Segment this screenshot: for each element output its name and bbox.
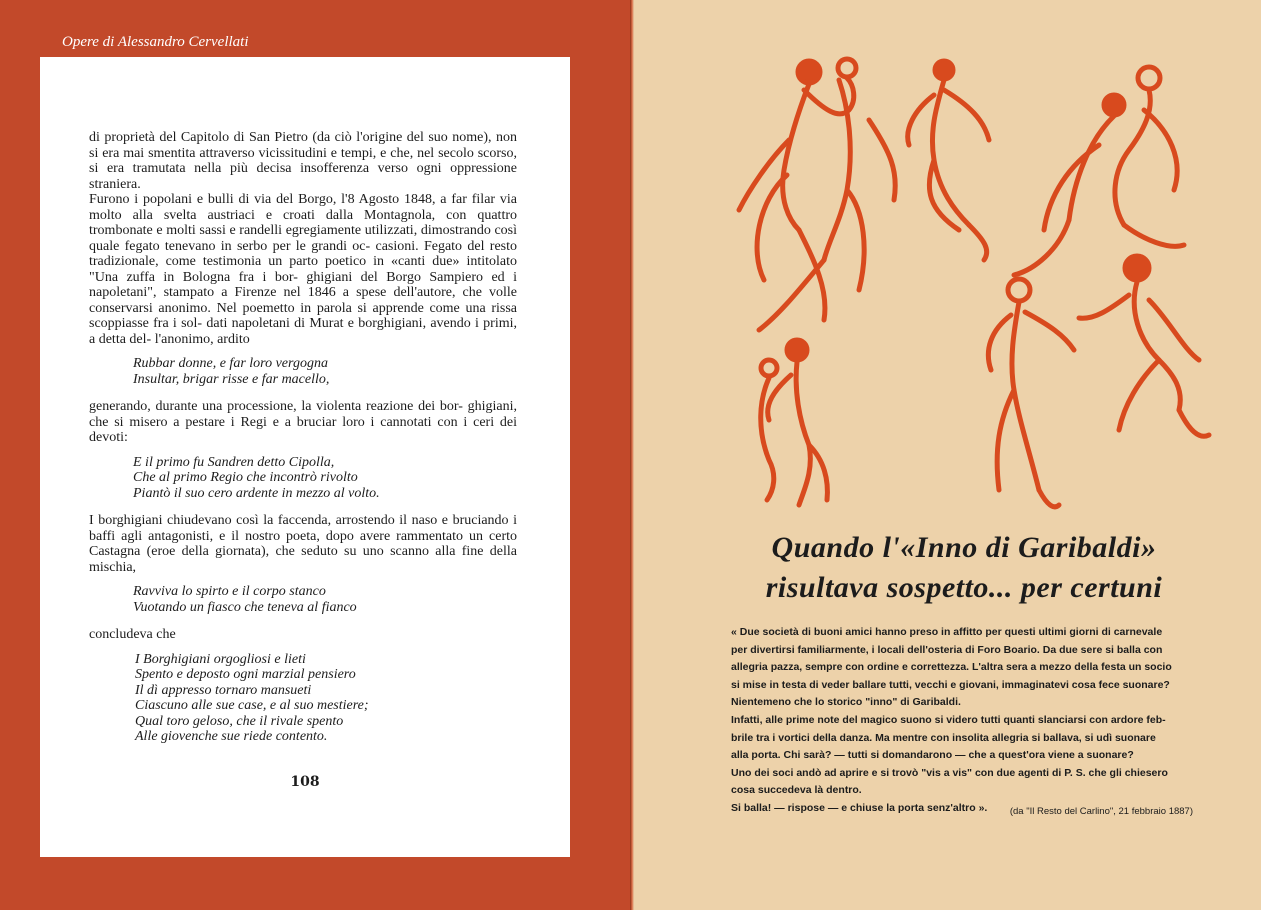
- paragraph-4: I borghigiani chiudevano così la faccenda, arrostendo il naso e bruciando i baffi agli antagonisti, e il nostro poeta, dopo avere rammentato un certo Castagna (eroe della giornata), che seduto su uno scanno alla fine della mischia,: [89, 513, 518, 575]
- article-line: allegria pazza, sempre con ordine e correttezza. L'altra sera a mezzo della festa un socio: [731, 661, 1172, 674]
- paragraph-1: di proprietà del Capitolo di San Pietro (da ciò l'origine del suo nome), non si era mai smentita attraverso vicissitudini e tempi, e che, nel secolo scorso, si era tramutata nella più decisa insofferenza verso ogni oppressione straniera.: [89, 130, 518, 192]
- article-line: si mise in testa di veder ballare tutti, vecchi e giovani, immaginatevi cosa fece suonare?: [731, 678, 1170, 691]
- verse-1: Rubbar donne, e far loro vergogna Insultar, brigar risse e far macello,: [133, 356, 330, 387]
- article-line: cosa succedeva là dentro.: [731, 784, 862, 797]
- verse-4: I Borghigiani orgogliosi e lieti Spento e deposto ogni marzial pensiero Il dì appresso tornaro mansueti Ciascuno alle sue case, e al suo mestiere; Qual toro geloso, che il rivale spento Alle giovenche sue riede contento.: [135, 651, 369, 744]
- right-page: [634, 0, 1261, 910]
- article-line: alla porta. Chi sarà? — tutti si domandarono — che a quest'ora viene a suonare?: [731, 749, 1134, 762]
- article-line: per divertirsi familiarmente, i locali dell'osteria di Foro Boario. Da due sere si balla con: [731, 643, 1163, 656]
- headline-line-1: Quando l'«Inno di Garibaldi»: [771, 531, 1157, 564]
- paragraph-5: concludeva che: [89, 627, 176, 642]
- article-line: Nientemeno che lo storico "inno" di Garibaldi.: [731, 696, 961, 709]
- article-line: Si balla! — rispose — e chiuse la porta senz'altro ».: [731, 801, 988, 814]
- page-text: [89, 130, 517, 757]
- article-source: (da "Il Resto del Carlino", 21 febbraio 1887): [1009, 806, 1193, 817]
- article-line: « Due società di buoni amici hanno preso in affitto per questi ultimi giorni di carnevale: [731, 626, 1163, 638]
- dancing-couples-sketch-icon: [729, 50, 1214, 520]
- paragraph-3: generando, durante una processione, la violenta reazione dei bor- ghigiani, che si misero a pestare i Regi e a bruciar loro i cannotati con i ceri dei devoti:: [89, 399, 518, 445]
- article-line: brile tra i vortici della danza. Ma mentre con insolita allegria si ballava, si udì suonare: [731, 731, 1156, 744]
- article-headline: [714, 528, 1214, 608]
- verse-2: E il primo fu Sandren detto Cipolla, Che al primo Regio che incontrò rivolto Piantò il suo cero ardente in mezzo al volto.: [133, 454, 380, 501]
- article-body: [731, 624, 1193, 818]
- series-title: Opere di Alessandro Cervellati: [62, 34, 249, 50]
- book-page: [40, 57, 570, 857]
- paragraph-2: Furono i popolani e bulli di via del Borgo, l'8 Agosto 1848, a far filar via molto alla svelta austriaci e croati dalla Montagnola, con quattro trombonate e molti sassi e randelli egregiamente utilizzati, dimostrando così quale fegato tenevano in serbo per le grandi oc- casioni. Fegato del resto tradizionale, come testimonia un parto poetico in «canti due» intitolato "Una zuffa in Bologna fra i bor- ghigiani del Borgo Sampiero ed i napoletani", stampato a Firenze nel 1846 a spese dell'autore, che volle conservarsi anonimo. Nel poemetto in parola si apprende come una rissa scoppiasse fra i sol- dati napoletani di Murat e borghigiani, avendo i primi, a detta del- l'anonimo, ardito: [89, 192, 518, 347]
- headline-line-2: risultava sospetto... per certuni: [765, 571, 1163, 604]
- article-line: Uno dei soci andò ad aprire e si trovò "vis a vis" con due agenti di P. S. che gli chiesero: [731, 766, 1168, 779]
- page-number: 108: [290, 774, 320, 790]
- article-line: Infatti, alle prime note del magico suono si videro tutti quanti slanciarsi con ardore feb-: [731, 713, 1166, 726]
- verse-3: Ravviva lo spirto e il corpo stanco Vuotando un fiasco che teneva al fianco: [133, 584, 357, 615]
